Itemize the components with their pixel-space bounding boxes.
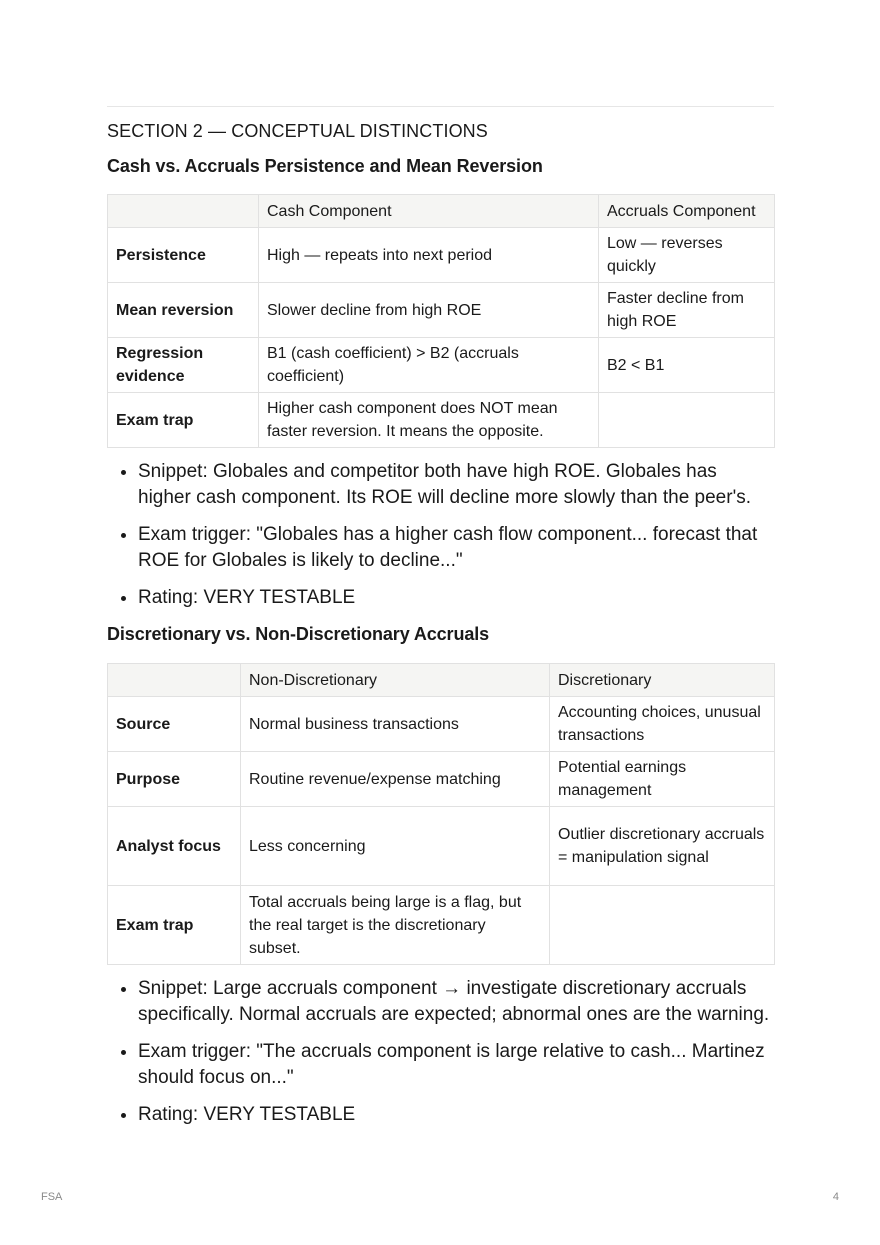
table-cell: Less concerning <box>241 807 550 886</box>
table-row <box>108 886 775 965</box>
table-header-row <box>108 195 775 228</box>
document-page <box>107 106 774 1128</box>
row-label: Exam trap <box>108 393 259 448</box>
column-header <box>108 664 241 697</box>
column-header: Cash Component <box>259 195 599 228</box>
table-row <box>108 752 775 807</box>
table-cell: Faster decline from high ROE <box>599 283 775 338</box>
top-divider <box>107 106 774 107</box>
list-item: • Exam trigger: "The accruals component is large relative to cash... Martinez should focus on..." <box>138 1039 774 1091</box>
table-row <box>108 697 775 752</box>
discretionary-title: Discretionary vs. Non-Discretionary Accruals <box>107 624 490 644</box>
table-cell: Higher cash component does NOT mean faster reversion. It means the opposite. <box>259 393 599 448</box>
cash-vs-accruals-title: Cash vs. Accruals Persistence and Mean Reversion <box>107 156 543 176</box>
row-label: Source <box>108 697 241 752</box>
table-cell <box>599 393 775 448</box>
table-cell: Accounting choices, unusual transactions <box>550 697 775 752</box>
page-number: 4 <box>832 1191 839 1203</box>
column-header <box>108 195 259 228</box>
table-row <box>108 807 775 886</box>
discretionary-table <box>107 663 775 965</box>
row-label: Regression evidence <box>108 338 259 393</box>
row-label: Mean reversion <box>108 283 259 338</box>
table-header-row <box>108 664 775 697</box>
footer-label: FSA <box>41 1191 63 1203</box>
table-cell: Routine revenue/expense matching <box>241 752 550 807</box>
cash-vs-accruals-table <box>107 194 775 448</box>
list-item: • Rating: VERY TESTABLE <box>138 1102 774 1128</box>
table-cell: B2 < B1 <box>599 338 775 393</box>
row-label: Persistence <box>108 228 259 283</box>
table-row <box>108 283 775 338</box>
row-label: Analyst focus <box>108 807 241 886</box>
row-label: Exam trap <box>108 886 241 965</box>
table-cell: Total accruals being large is a flag, but the real target is the discretionary subset. <box>241 886 550 965</box>
discretionary-bullets <box>107 976 774 1128</box>
table-cell: Slower decline from high ROE <box>259 283 599 338</box>
list-item: • Snippet: Globales and competitor both have high ROE. Globales has higher cash component. Its ROE will decline more slowly than the peer's. <box>138 459 774 511</box>
table-cell: Outlier discretionary accruals = manipulation signal <box>550 807 775 886</box>
list-item: • Exam trigger: "Globales has a higher cash flow component... forecast that ROE for Globales is likely to decline..." <box>138 522 774 574</box>
column-header: Non-Discretionary <box>241 664 550 697</box>
table-row <box>108 228 775 283</box>
column-header: Accruals Component <box>599 195 775 228</box>
column-header: Discretionary <box>550 664 775 697</box>
table-row <box>108 393 775 448</box>
table-cell: B1 (cash coefficient) > B2 (accruals coefficient) <box>259 338 599 393</box>
section-heading: SECTION 2 — CONCEPTUAL DISTINCTIONS <box>107 121 488 141</box>
table-cell: Potential earnings management <box>550 752 775 807</box>
table-cell: High — repeats into next period <box>259 228 599 283</box>
table-cell <box>550 886 775 965</box>
cash-vs-accruals-bullets <box>107 459 774 611</box>
list-item: • Rating: VERY TESTABLE <box>138 585 774 611</box>
table-cell: Normal business transactions <box>241 697 550 752</box>
row-label: Purpose <box>108 752 241 807</box>
list-item: • Snippet: Large accruals component → investigate discretionary accruals specifically. Normal accruals are expected; abnormal ones are the warning. <box>138 976 774 1028</box>
table-cell: Low — reverses quickly <box>599 228 775 283</box>
table-row <box>108 338 775 393</box>
